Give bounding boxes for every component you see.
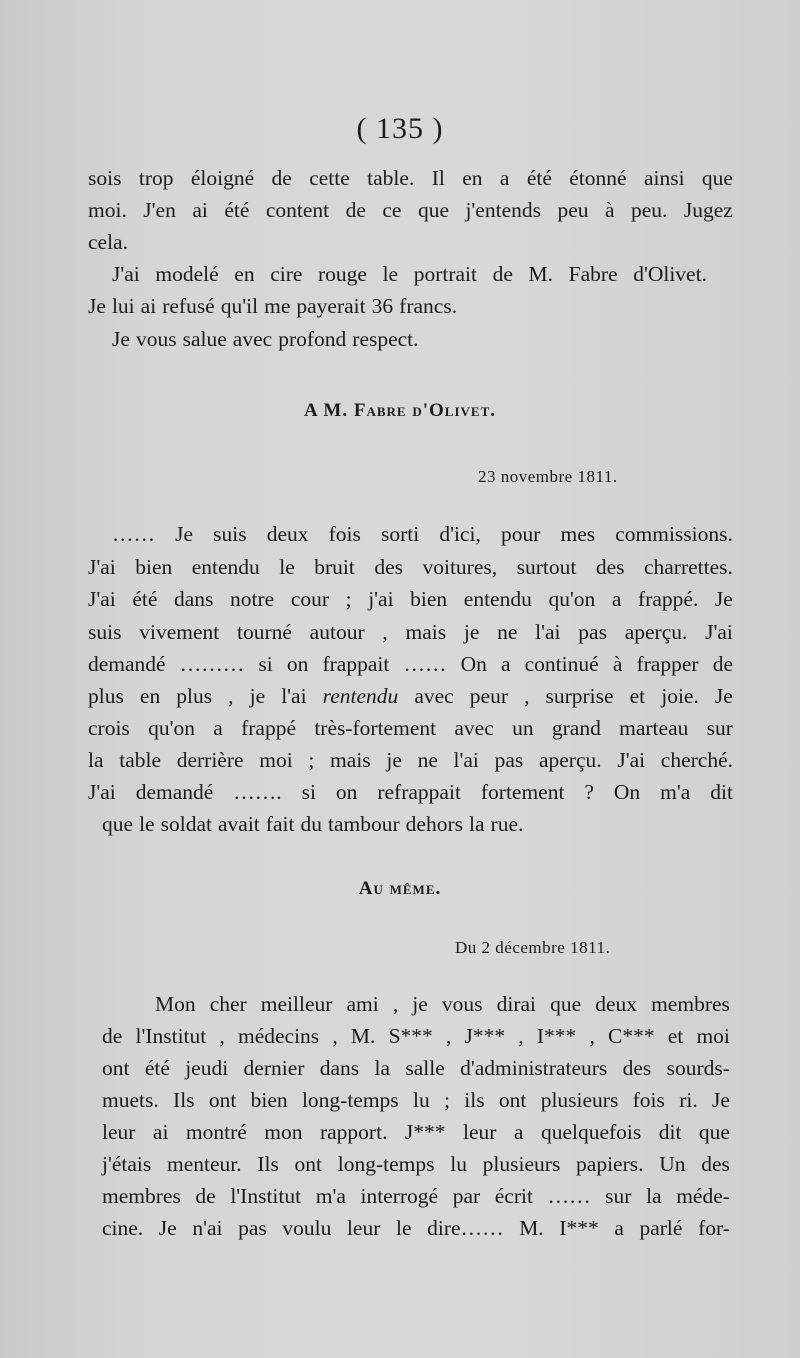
word: membres — [651, 992, 730, 1016]
word: dernier — [243, 1056, 305, 1080]
word: profond — [278, 327, 347, 351]
word: ……… — [179, 652, 245, 676]
word: voulu — [282, 1216, 332, 1240]
word: membres — [102, 1184, 181, 1208]
word: long-temps — [337, 1152, 435, 1176]
word: mon — [264, 1120, 303, 1144]
word: papiers. — [576, 1152, 644, 1176]
word: a — [513, 1120, 524, 1144]
word: été — [132, 587, 158, 611]
word: bien — [135, 555, 173, 579]
word: de — [712, 652, 733, 676]
word: surtout — [516, 555, 577, 579]
word: frapper — [636, 652, 699, 676]
word: a — [614, 1216, 624, 1240]
word: deux — [266, 522, 309, 546]
word: cire — [270, 262, 303, 286]
word: bruit — [314, 555, 355, 579]
text-line — [88, 778, 733, 806]
word: pas — [494, 748, 524, 772]
word: joie. — [661, 684, 699, 708]
word: autour — [309, 620, 365, 644]
word: , — [445, 1024, 452, 1048]
word: cherché. — [660, 748, 733, 772]
word: en — [139, 684, 161, 708]
word: a — [213, 716, 223, 740]
text-line — [88, 650, 733, 678]
word: dehors — [405, 812, 463, 836]
word: cela. — [88, 230, 128, 254]
word: S*** — [388, 1024, 433, 1048]
text-line — [88, 682, 733, 710]
word: mais — [330, 748, 371, 772]
word: J'ai — [112, 262, 140, 286]
word: du — [300, 812, 322, 836]
word: On — [460, 652, 487, 676]
word: a — [499, 166, 510, 190]
word: rapport. — [319, 1120, 388, 1144]
word: en — [234, 262, 255, 286]
word: par — [452, 1184, 481, 1208]
word: bien — [250, 1088, 288, 1112]
word: ; — [444, 1088, 450, 1112]
word: montré — [185, 1120, 247, 1144]
word: jeudi — [185, 1056, 229, 1080]
word: pas — [578, 620, 607, 644]
word: marteau — [619, 716, 689, 740]
word: M. — [519, 1216, 544, 1240]
word: Je — [112, 327, 130, 351]
word: Je — [714, 587, 733, 611]
word: plusieurs — [540, 1088, 619, 1112]
word: portrait — [413, 262, 478, 286]
word: ? — [584, 780, 594, 804]
word: …… — [547, 1184, 591, 1208]
word: fait — [265, 812, 295, 836]
letter-heading — [0, 400, 800, 422]
word: en — [462, 166, 483, 190]
word: table — [119, 748, 162, 772]
word: Je — [158, 1216, 177, 1240]
text-line — [102, 1150, 730, 1178]
word: le — [279, 555, 295, 579]
word: que — [701, 166, 733, 190]
word: demandé — [135, 780, 214, 804]
word: lu — [450, 1152, 467, 1176]
word: je — [463, 620, 480, 644]
word: ne — [497, 620, 518, 644]
word: étonné — [569, 166, 627, 190]
word: la — [646, 1184, 662, 1208]
word: Fabre — [568, 262, 618, 286]
word: cette — [309, 166, 350, 190]
word: moi — [259, 748, 293, 772]
word: trop — [138, 166, 174, 190]
word: sur — [706, 716, 733, 740]
word: francs. — [399, 294, 458, 318]
word: peu — [557, 198, 589, 222]
word: méde- — [676, 1184, 730, 1208]
word: sorti — [380, 522, 420, 546]
word: à — [612, 652, 623, 676]
word: salue — [182, 327, 227, 351]
word: l'ai — [281, 684, 307, 708]
word: M. — [350, 1024, 376, 1048]
word: cine. — [102, 1216, 144, 1240]
word: j'étais — [102, 1152, 152, 1176]
word: été — [144, 1056, 170, 1080]
word: m'a — [315, 1184, 346, 1208]
word: derrière — [176, 748, 244, 772]
word: la — [88, 748, 104, 772]
word: notre — [230, 587, 275, 611]
word: dans — [319, 1056, 360, 1080]
word: écrit — [494, 1184, 533, 1208]
word: , — [219, 1024, 225, 1048]
word: si — [301, 780, 316, 804]
text-line — [88, 585, 733, 613]
word: ont — [102, 1056, 130, 1080]
word: dirai — [496, 992, 536, 1016]
word: demandé — [88, 652, 166, 676]
word: d'ici, — [439, 522, 481, 546]
word: quelquefois — [540, 1120, 642, 1144]
word: m'a — [660, 780, 691, 804]
text-line — [112, 520, 733, 548]
word: moi — [696, 1024, 730, 1048]
word: des — [595, 555, 625, 579]
word: M. — [528, 262, 554, 286]
word: Ils — [173, 1088, 195, 1112]
word: deux — [595, 992, 637, 1016]
word: J'ai — [88, 780, 116, 804]
word: vivement — [139, 620, 220, 644]
text-line — [88, 714, 733, 742]
word: J'ai — [88, 587, 116, 611]
word: la — [469, 812, 485, 836]
word: dit — [710, 780, 733, 804]
word: vous — [441, 992, 483, 1016]
word: j'entends — [465, 198, 541, 222]
word: peu. — [630, 198, 668, 222]
word: plus — [88, 684, 124, 708]
word: été — [224, 198, 250, 222]
text-line — [88, 196, 733, 224]
letter-date: Du 2 décembre 1811. — [455, 938, 611, 957]
word: Je — [88, 294, 106, 318]
word: de — [102, 1024, 123, 1048]
word: je — [386, 748, 402, 772]
word: J'ai — [617, 748, 646, 772]
word: l'ai — [535, 620, 561, 644]
word: avec — [232, 327, 273, 351]
word: On — [613, 780, 641, 804]
word: pour — [500, 522, 541, 546]
word: meilleur — [260, 992, 333, 1016]
word: le — [396, 1216, 412, 1240]
word: que — [550, 992, 582, 1016]
word: , — [392, 992, 399, 1016]
word: 36 — [371, 294, 394, 318]
word: bien — [410, 587, 448, 611]
word: peur — [469, 684, 508, 708]
word: , — [589, 1024, 595, 1048]
text-line — [155, 990, 730, 1018]
word: des — [622, 1056, 652, 1080]
word: a — [500, 652, 511, 676]
word: été — [526, 166, 552, 190]
word: …… — [112, 522, 155, 546]
word: ont — [208, 1088, 237, 1112]
word: fois — [328, 522, 361, 546]
word: éloigné — [190, 166, 255, 190]
word: et — [629, 684, 646, 708]
word: fois — [632, 1088, 665, 1112]
word: Je — [714, 684, 733, 708]
word: entendu — [463, 587, 532, 611]
word: sois — [88, 166, 122, 190]
word: a — [611, 587, 622, 611]
word: suis — [88, 620, 122, 644]
word: , — [332, 1024, 338, 1048]
word: si — [258, 652, 273, 676]
word: vous — [135, 327, 177, 351]
word: Il — [431, 166, 445, 190]
word: ils — [464, 1088, 485, 1112]
word: rue. — [490, 812, 524, 836]
word: mais — [405, 620, 447, 644]
word: lui — [111, 294, 135, 318]
text-line — [112, 260, 707, 288]
word: qu'on — [148, 716, 195, 740]
word: on — [286, 652, 309, 676]
word: que — [698, 1120, 730, 1144]
heading-text: Au même. — [358, 878, 442, 899]
word: tourné — [236, 620, 292, 644]
word: avec — [454, 716, 494, 740]
word: fortement — [480, 780, 565, 804]
word: que — [417, 198, 449, 222]
word: sur — [605, 1184, 632, 1208]
word: refusé — [162, 294, 215, 318]
word: Un — [659, 1152, 686, 1176]
text-line — [102, 810, 747, 838]
word: rentendu — [322, 684, 399, 708]
word: menteur. — [166, 1152, 242, 1176]
letter-date: 23 novembre 1811. — [478, 467, 618, 486]
word: de — [345, 198, 366, 222]
word: voitures, — [422, 555, 498, 579]
word: dit — [658, 1120, 682, 1144]
word: aperçu. — [538, 748, 602, 772]
word: muets. — [102, 1088, 159, 1112]
word: n'ai — [192, 1216, 223, 1240]
text-line — [88, 553, 733, 581]
text-line — [88, 228, 733, 256]
word: ai — [140, 294, 157, 318]
word: payerait — [296, 294, 366, 318]
word: ri. — [679, 1088, 698, 1112]
word: d'administrateurs — [460, 1056, 608, 1080]
word: des — [374, 555, 404, 579]
word: ; — [308, 748, 315, 772]
word: l'Institut — [230, 1184, 302, 1208]
word: lu — [412, 1088, 430, 1112]
text-line — [88, 292, 733, 320]
word: qu'on — [548, 587, 596, 611]
word: cour — [290, 587, 330, 611]
word: le — [382, 262, 399, 286]
word: je — [249, 684, 266, 708]
word: , — [518, 1024, 524, 1048]
word: la — [374, 1056, 391, 1080]
word: à — [604, 198, 615, 222]
page-number: ( 135 ) — [356, 112, 444, 145]
word: de — [492, 262, 513, 286]
word: ……. — [233, 780, 282, 804]
word: suis — [213, 522, 247, 546]
word: refrappait — [377, 780, 461, 804]
word: plus — [176, 684, 213, 708]
word: dans — [174, 587, 214, 611]
word: médecins — [237, 1024, 320, 1048]
word: table. — [367, 166, 415, 190]
word: salle — [405, 1056, 445, 1080]
word: mes — [560, 522, 596, 546]
word: commissions. — [615, 522, 733, 546]
word: Je — [712, 1088, 730, 1112]
word: for- — [698, 1216, 730, 1240]
word: , — [228, 684, 234, 708]
word: J'ai — [705, 620, 733, 644]
text-line — [102, 1054, 730, 1082]
word: rouge — [318, 262, 367, 286]
word: I*** — [536, 1024, 577, 1048]
letter-heading — [0, 878, 800, 900]
word: parlé — [639, 1216, 683, 1240]
text-line — [88, 746, 733, 774]
word: , — [382, 620, 388, 644]
word: avait — [217, 812, 260, 836]
word: frappé. — [638, 587, 699, 611]
word: ai — [152, 1120, 169, 1144]
word: que — [102, 812, 134, 836]
word: surprise — [545, 684, 614, 708]
word: Jugez — [683, 198, 733, 222]
word: J'en — [143, 198, 176, 222]
word: et — [667, 1024, 684, 1048]
word: frappé — [241, 716, 297, 740]
word: modelé — [155, 262, 219, 286]
word: dire…… — [427, 1216, 504, 1240]
word: leur — [346, 1216, 381, 1240]
word: Je — [175, 522, 194, 546]
word: ; — [345, 587, 352, 611]
word: pas — [238, 1216, 267, 1240]
word: ne — [417, 748, 438, 772]
word: , — [524, 684, 530, 708]
word: ont — [294, 1152, 323, 1176]
text-line — [88, 164, 733, 192]
word: ai — [192, 198, 208, 222]
word: respect. — [352, 327, 419, 351]
word: leur — [463, 1120, 497, 1144]
word: content — [265, 198, 330, 222]
word: aperçu. — [624, 620, 688, 644]
word: de — [271, 166, 292, 190]
heading-text: A M. Fabre d'Olivet. — [304, 400, 496, 421]
word: I*** — [559, 1216, 599, 1240]
text-line — [102, 1022, 730, 1050]
word: frappait — [322, 652, 390, 676]
text-line — [102, 1118, 730, 1146]
word: cher — [209, 992, 247, 1016]
word: ce — [382, 198, 402, 222]
word: un — [512, 716, 534, 740]
word: d'Olivet. — [633, 262, 707, 286]
text-line — [102, 1182, 730, 1210]
word: …… — [403, 652, 447, 676]
word: Mon — [155, 992, 196, 1016]
word: me — [264, 294, 291, 318]
word: continué — [524, 652, 599, 676]
word: sourds- — [666, 1056, 730, 1080]
word: ont — [498, 1088, 527, 1112]
word: j'ai — [368, 587, 394, 611]
word: C*** — [607, 1024, 655, 1048]
word: le — [139, 812, 155, 836]
word: tambour — [327, 812, 400, 836]
word: J*** — [404, 1120, 446, 1144]
word: ainsi — [643, 166, 685, 190]
word: long-temps — [301, 1088, 399, 1112]
word: je — [412, 992, 428, 1016]
word: crois — [88, 716, 130, 740]
word: on — [335, 780, 358, 804]
word: grand — [551, 716, 601, 740]
word: de — [195, 1184, 216, 1208]
word: leur — [102, 1120, 136, 1144]
word: moi. — [88, 198, 127, 222]
word: très-fortement — [314, 716, 437, 740]
text-line — [112, 325, 733, 353]
word: Ils — [257, 1152, 279, 1176]
word: des — [701, 1152, 730, 1176]
text-line — [102, 1214, 730, 1242]
word: plusieurs — [482, 1152, 561, 1176]
text-line — [88, 618, 733, 646]
word: soldat — [160, 812, 212, 836]
word: l'ai — [453, 748, 479, 772]
word: ami — [346, 992, 379, 1016]
word: J'ai — [88, 555, 116, 579]
word: entendu — [191, 555, 260, 579]
word: qu'il — [220, 294, 259, 318]
word: l'Institut — [135, 1024, 207, 1048]
word: charrettes. — [643, 555, 733, 579]
word: avec — [414, 684, 454, 708]
word: interrogé — [360, 1184, 439, 1208]
word: J*** — [464, 1024, 506, 1048]
text-line — [102, 1086, 730, 1114]
